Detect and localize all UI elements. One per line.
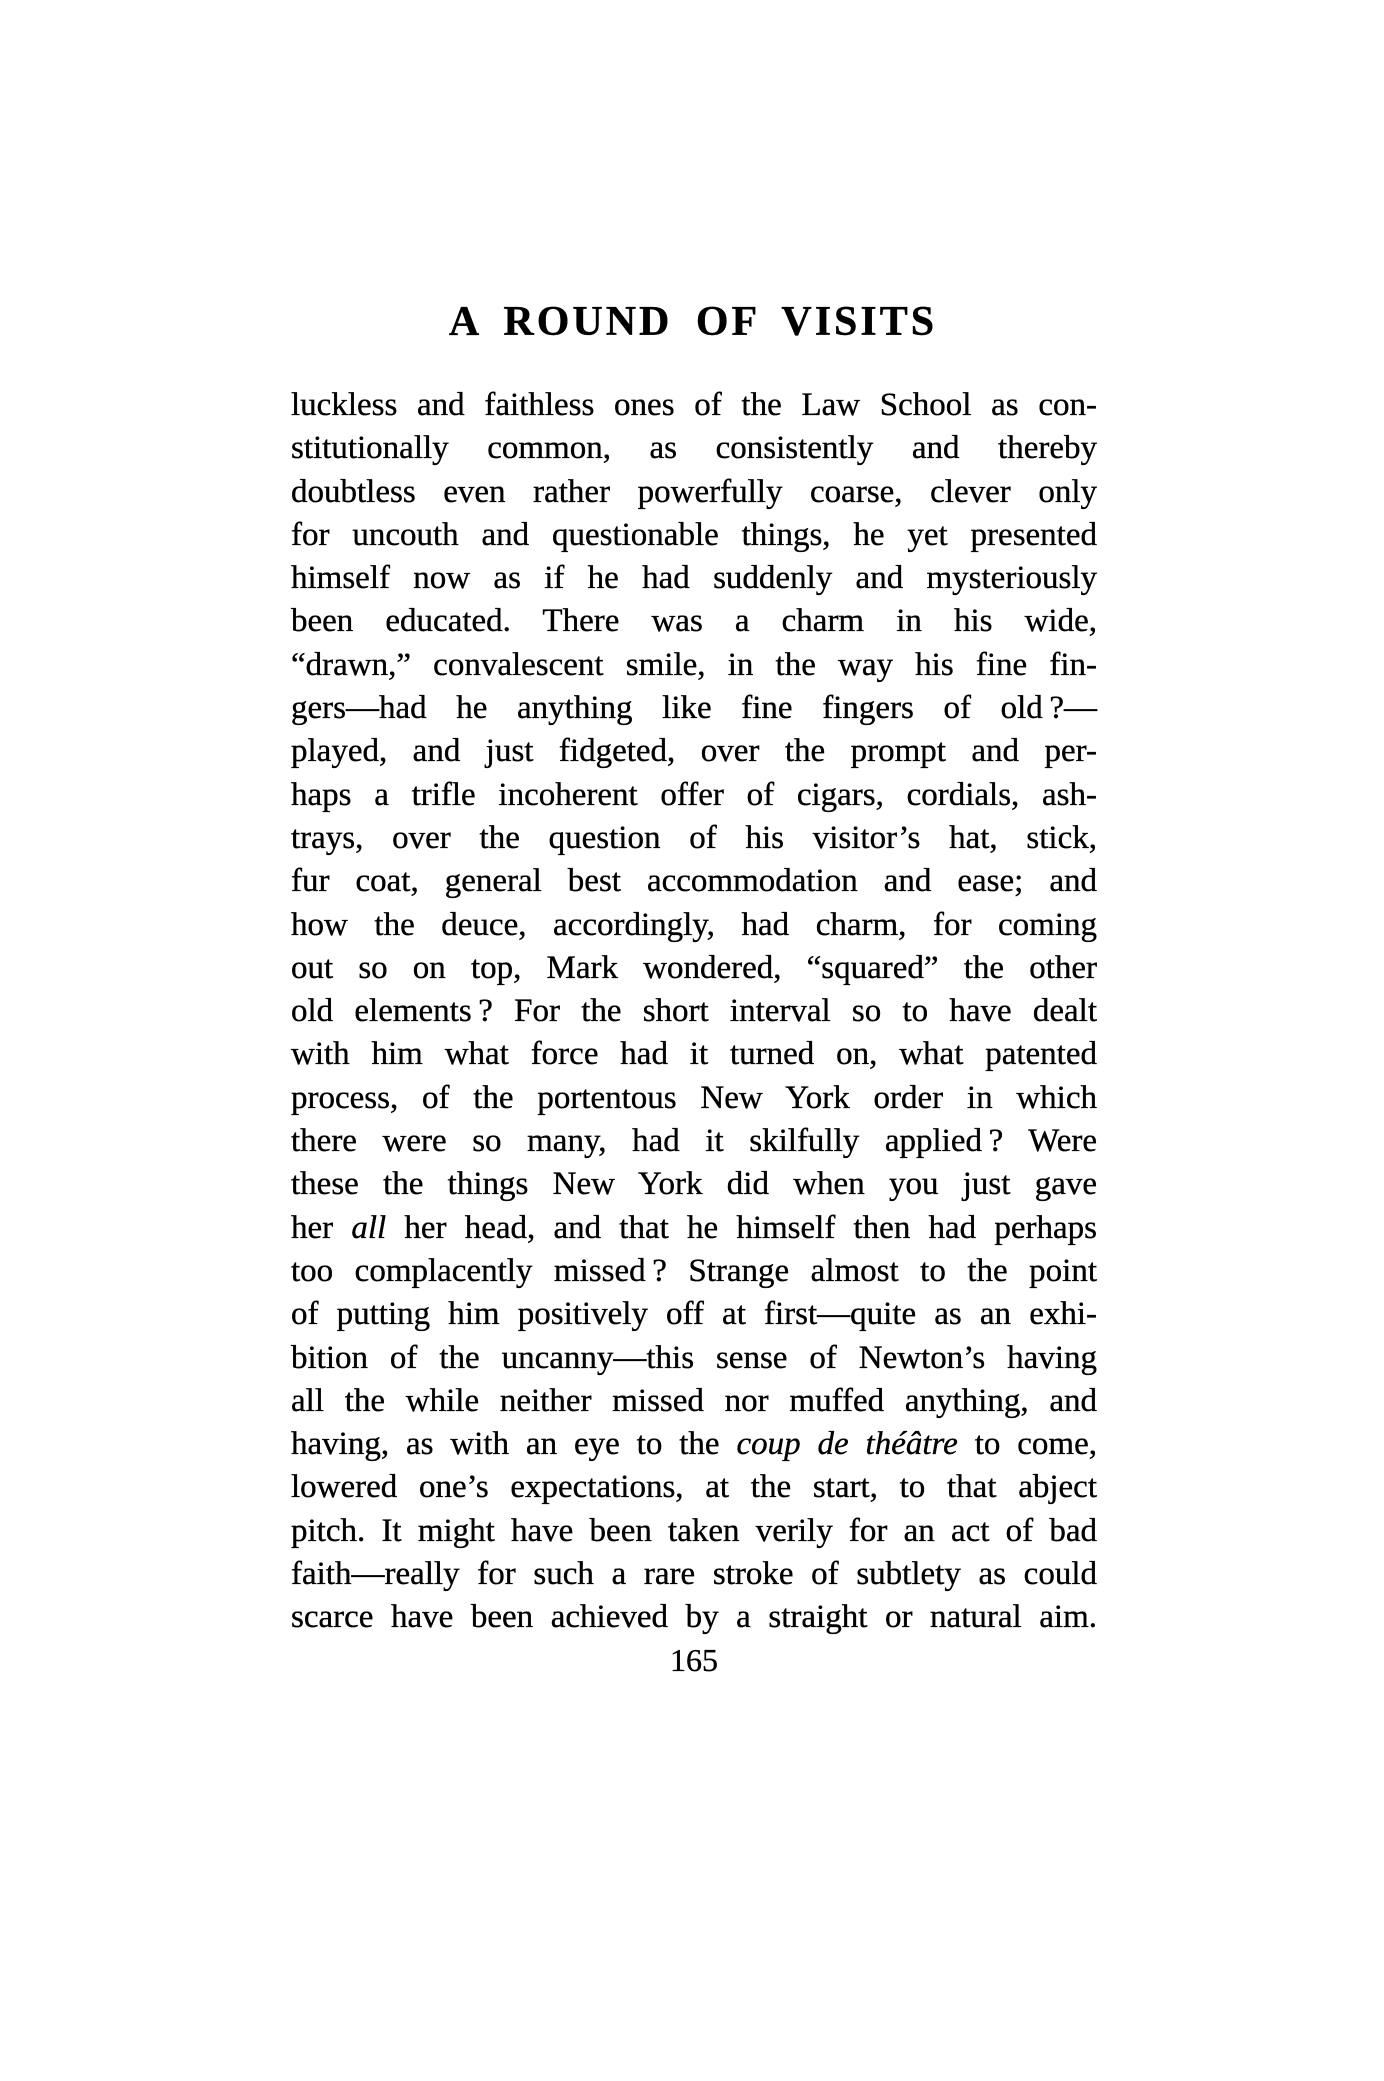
text-line: with him what force had it turned on, what patented: [291, 1036, 1097, 1073]
text-line: scarce have been achieved by a straight or natural aim.: [291, 1599, 1097, 1636]
text-line: lowered one’s expectations, at the start, to that abject: [291, 1469, 1097, 1506]
text-line: pitch. It might have been taken verily for an act of bad: [291, 1512, 1097, 1549]
page-title: A ROUND OF VISITS: [448, 299, 938, 345]
text-line: there were so many, had it skilfully applied ? Were: [291, 1123, 1097, 1160]
text-line: how the deuce, accordingly, had charm, for coming: [291, 906, 1097, 943]
text-line: for uncouth and questionable things, he yet presented: [291, 516, 1097, 553]
text-line: old elements ? For the short interval so to have dealt: [291, 993, 1097, 1030]
text-line: stitutionally common, as consistently and thereby: [291, 430, 1097, 467]
text-line: these the things New York did when you just gave: [291, 1166, 1097, 1203]
text-line: luckless and faithless ones of the Law School as con-: [291, 387, 1097, 423]
text-line: doubtless even rather powerfully coarse, clever only: [291, 473, 1097, 510]
text-line: been educated. There was a charm in his wide,: [291, 603, 1097, 640]
text-line: fur coat, general best accommodation and ease; and: [291, 863, 1097, 900]
text-line: process, of the portentous New York order in which: [291, 1079, 1097, 1116]
text-line: her all her head, and that he himself then had perhaps: [291, 1209, 1098, 1246]
text-line: played, and just fidgeted, over the prompt and per-: [291, 733, 1097, 770]
text-line: all the while neither missed nor muffed anything, and: [291, 1382, 1097, 1419]
text-line: too complacently missed ? Strange almost to the point: [291, 1252, 1097, 1289]
text-line: of putting him positively off at first—quite as an exhi-: [291, 1296, 1097, 1333]
text-line: out so on top, Mark wondered, “squared” the other: [291, 949, 1097, 986]
body-text: [291, 384, 1097, 1640]
text-line: trays, over the question of his visitor’s hat, stick,: [291, 819, 1097, 856]
text-line: haps a trifle incoherent offer of cigars, cordials, ash-: [291, 776, 1097, 813]
text-line: bition of the uncanny—this sense of Newton’s having: [291, 1339, 1097, 1376]
text-line: having, as with an eye to the coup de théâtre to come,: [291, 1426, 1097, 1463]
text-line: gers—had he anything like fine fingers of old ?—: [291, 690, 1097, 727]
page-number: 165: [670, 1642, 718, 1678]
text-line: “drawn,” convalescent smile, in the way his fine fin-: [291, 646, 1097, 683]
text-line: himself now as if he had suddenly and mysteriously: [291, 560, 1097, 597]
text-line: faith—really for such a rare stroke of subtlety as could: [291, 1556, 1097, 1593]
